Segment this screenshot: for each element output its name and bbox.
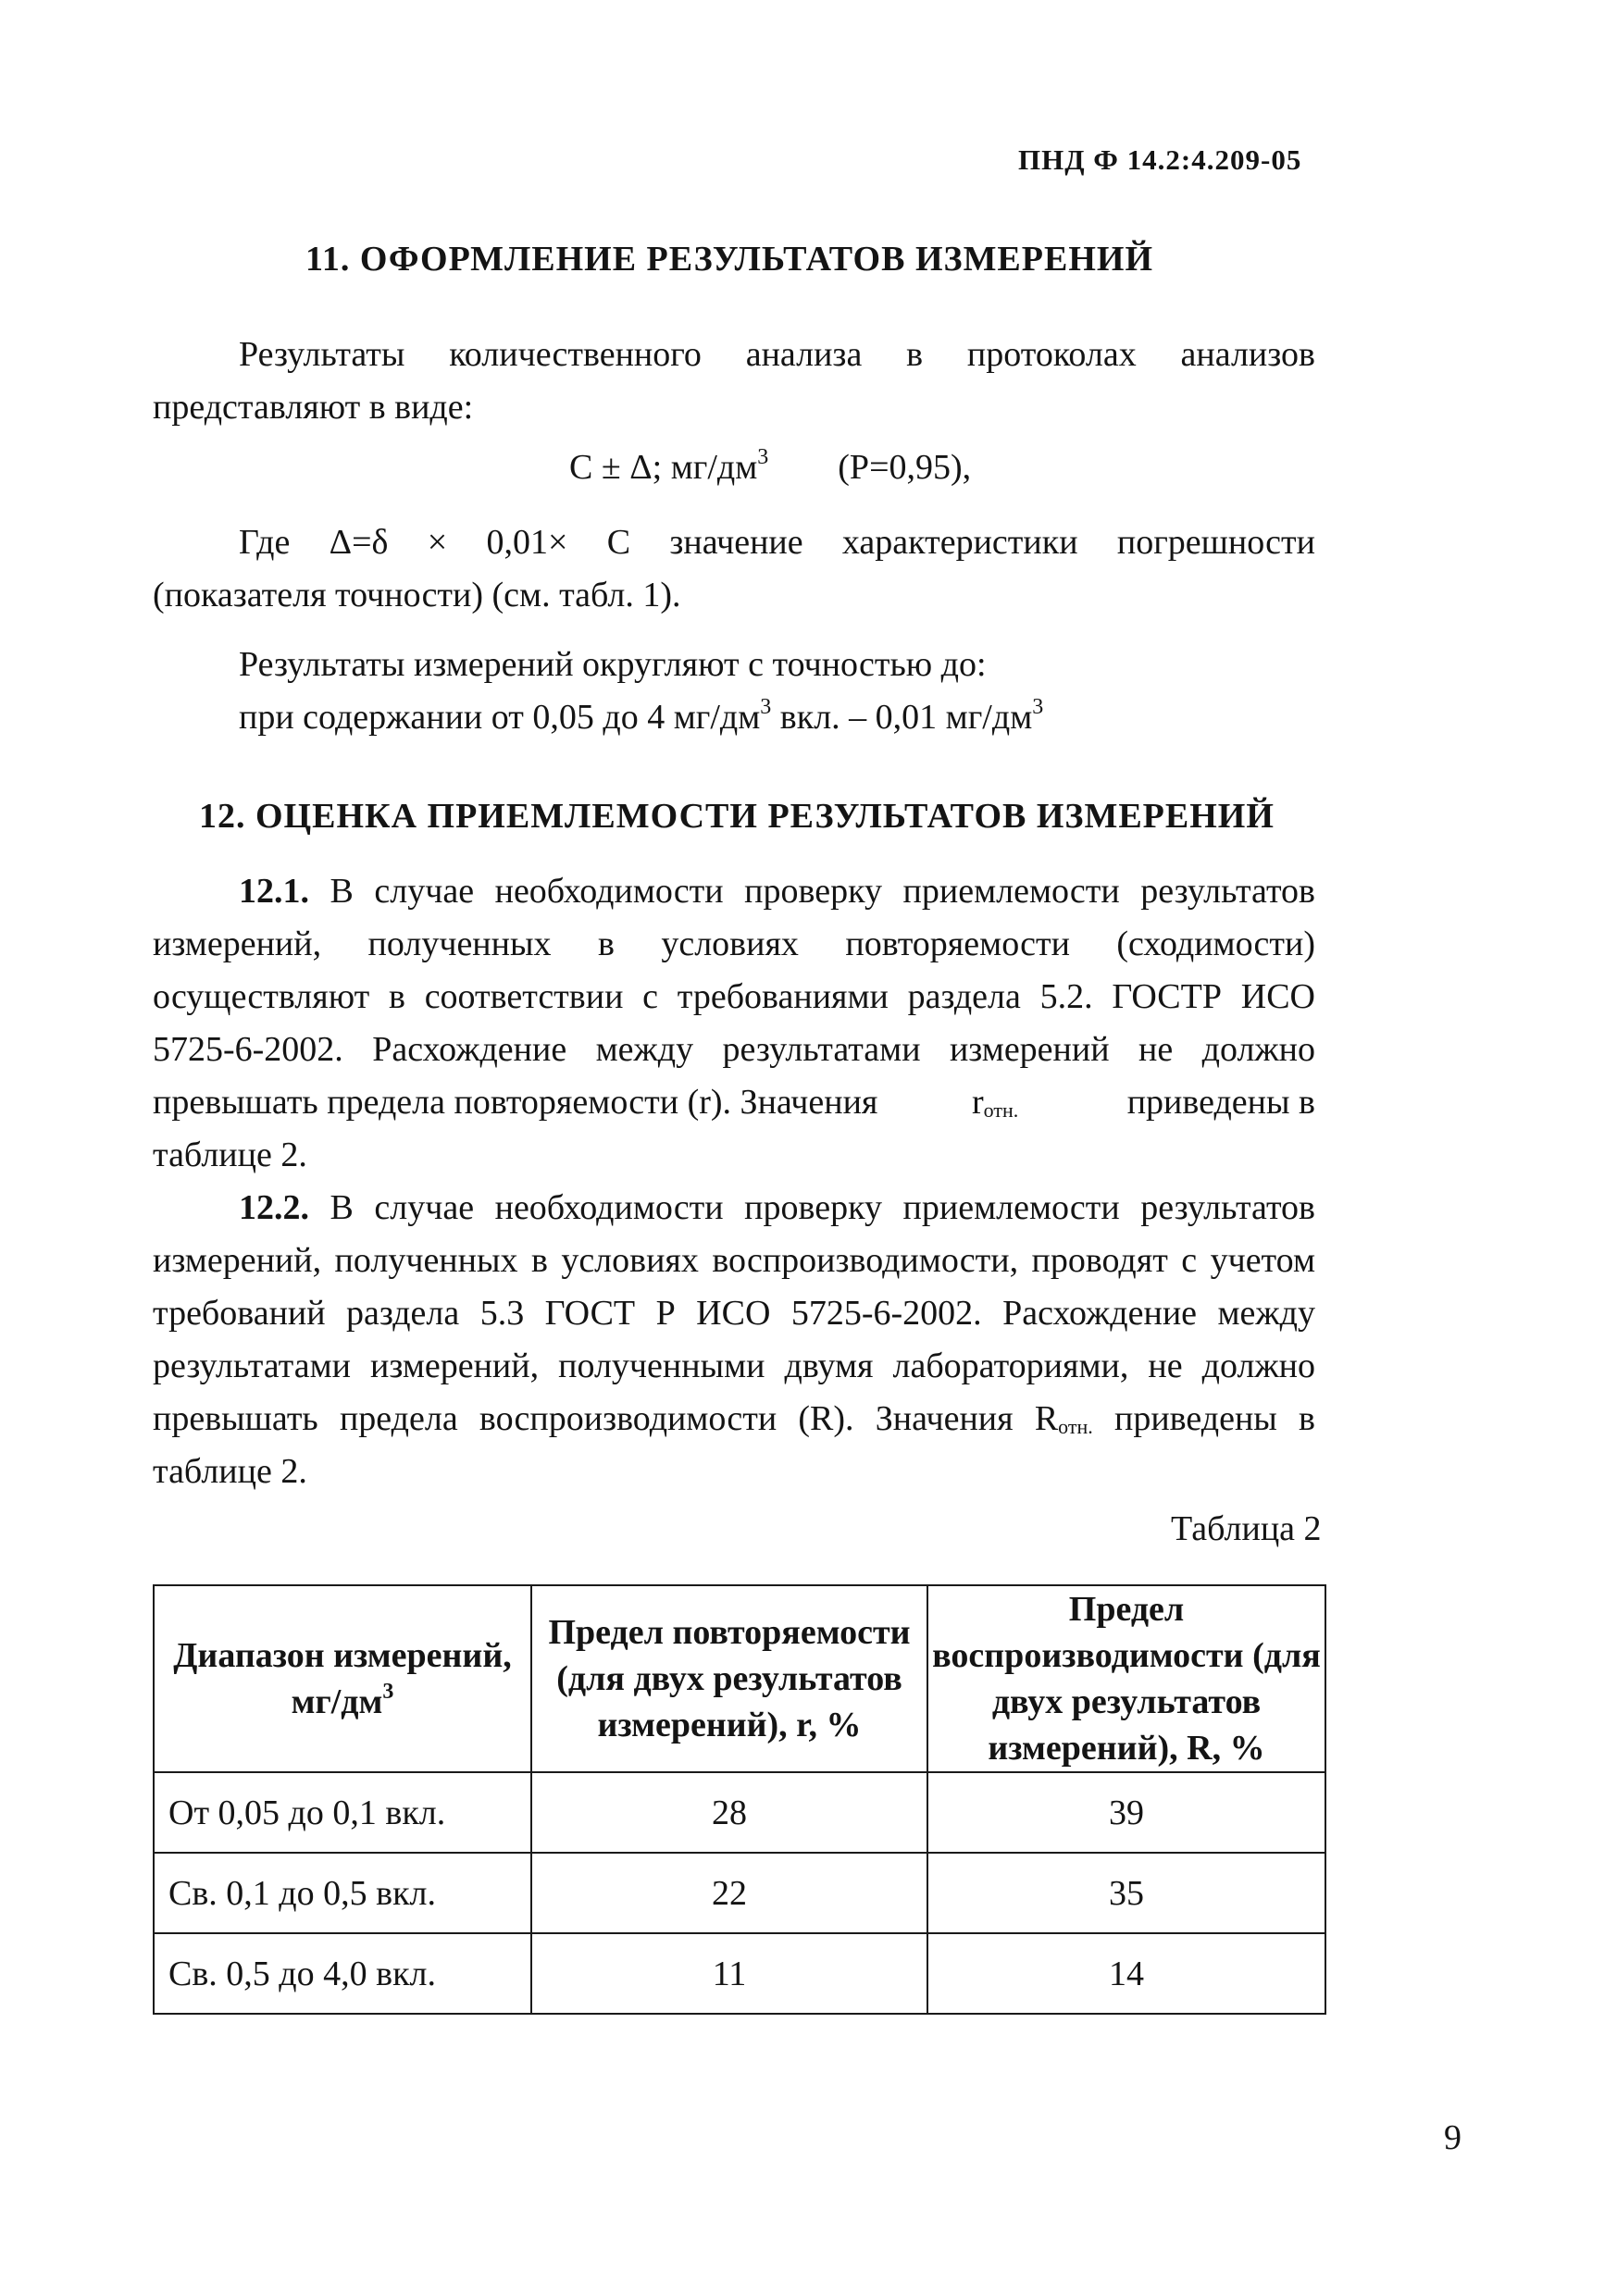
section-11-paragraph-3-line-2 (239, 691, 1043, 744)
paragraph-12-2-line-5-a: превышать предела воспроизводимости (R). Значения R (153, 1399, 1059, 1438)
paragraph-12-2-line-4: результатами измерений, полученными двумя лабораториями, не должно (153, 1347, 1315, 1385)
paragraph-12-2-line-2: измерений, полученных в условиях воспроизводимости, проводят с учетом (153, 1241, 1315, 1280)
paragraph-12-1-line-4: 5725-6-2002. Расхождение между результатами измерений не должно (153, 1030, 1315, 1069)
paragraph-12-2-number: 12.2. (239, 1188, 309, 1227)
header-reproducibility: Предел воспроизводимости (для двух результатов измерений), R, % (927, 1585, 1325, 1772)
R-subscript: отн. (1058, 1415, 1093, 1438)
section-11-paragraph-3-line-1: Результаты измерений округляют с точностью до: (239, 645, 987, 684)
header-range-sup: 3 (382, 1680, 394, 1704)
paragraph-12-1-line-2: измерений, полученных в условиях повторяемости (сходимости) (153, 925, 1315, 963)
table-cell-r: 28 (531, 1772, 927, 1853)
limits-table (153, 1584, 1326, 2015)
paragraph-12-1-line-5 (153, 1076, 1315, 1129)
table-row (154, 1853, 1325, 1933)
paragraph-12-1-line-3: осуществляют в соответствии с требованиями раздела 5.2. ГОСТР ИСО (153, 977, 1315, 1016)
section-11-paragraph-2-line-1: Где Δ=δ × 0,01× C значение характеристики погрешности (239, 523, 1315, 562)
formula-probability: (P=0,95), (838, 448, 972, 487)
rounding-sup-2: 3 (1032, 695, 1044, 719)
rounding-text-a: при содержании от 0,05 до 4 мг/дм (239, 698, 761, 737)
page-number: 9 (1444, 2118, 1462, 2157)
section-11-paragraph-1-line-1: Результаты количественного анализа в протоколах анализов (239, 335, 1315, 374)
table-cell-range: От 0,05 до 0,1 вкл. (154, 1772, 531, 1853)
table-row (154, 1933, 1325, 2014)
table-cell-r: 11 (531, 1933, 927, 2014)
section-11-paragraph-2-line-2: (показателя точности) (см. табл. 1). (153, 576, 681, 614)
paragraph-12-2-text: В случае необходимости проверку приемлемости результатов (309, 1188, 1315, 1227)
header-range (154, 1585, 531, 1772)
r-subscript: отн. (983, 1098, 1019, 1122)
paragraph-12-1-number: 12.1. (239, 872, 309, 911)
paragraph-12-1-line-6: таблице 2. (153, 1136, 307, 1174)
r-rel-symbol (972, 1076, 1018, 1129)
section-11-title: 11. ОФОРМЛЕНИЕ РЕЗУЛЬТАТОВ ИЗМЕРЕНИЙ (305, 240, 1154, 279)
table-cell-range: Св. 0,1 до 0,5 вкл. (154, 1853, 531, 1933)
paragraph-12-2-line-5-b: приведены в (1092, 1399, 1315, 1438)
r-symbol: r (972, 1083, 984, 1122)
paragraph-12-2-line-6: таблице 2. (153, 1452, 307, 1491)
paragraph-12-2-line-1 (239, 1182, 1315, 1235)
paragraph-12-2-line-5 (153, 1393, 1315, 1446)
table-cell-r: 22 (531, 1853, 927, 1933)
table-cell-range: Св. 0,5 до 4,0 вкл. (154, 1933, 531, 2014)
result-formula (569, 447, 971, 488)
paragraph-12-1-line-5-a: превышать предела повторяемости (r). Значения (153, 1083, 878, 1122)
paragraph-12-1-line-5-b: приведены в (1126, 1083, 1315, 1122)
paragraph-12-2-line-3: требований раздела 5.3 ГОСТ Р ИСО 5725-6-2002. Расхождение между (153, 1294, 1315, 1333)
header-repeatability: Предел повторяемости (для двух результатов измерений), r, % (531, 1585, 927, 1772)
rounding-text-b: вкл. – 0,01 мг/дм (771, 698, 1033, 737)
section-12-title: 12. ОЦЕНКА ПРИЕМЛЕМОСТИ РЕЗУЛЬТАТОВ ИЗМЕРЕНИЙ (199, 797, 1275, 836)
table-cell-R: 14 (927, 1933, 1325, 2014)
table-cell-R: 35 (927, 1853, 1325, 1933)
paragraph-12-1-line-1 (239, 865, 1315, 918)
header-range-text: Диапазон измерений, мг/дм (173, 1636, 512, 1721)
formula-superscript: 3 (757, 445, 769, 469)
paragraph-12-1-text: В случае необходимости проверку приемлемости результатов (309, 872, 1315, 911)
formula-expression: C ± Δ; мг/дм (569, 448, 758, 487)
rounding-sup-1: 3 (760, 695, 772, 719)
table-row (154, 1772, 1325, 1853)
table-header-row (154, 1585, 1325, 1772)
table-cell-R: 39 (927, 1772, 1325, 1853)
table-caption: Таблица 2 (1171, 1509, 1322, 1548)
document-code: ПНД Ф 14.2:4.209-05 (1018, 143, 1302, 176)
section-11-paragraph-1-line-2: представляют в виде: (153, 388, 474, 427)
